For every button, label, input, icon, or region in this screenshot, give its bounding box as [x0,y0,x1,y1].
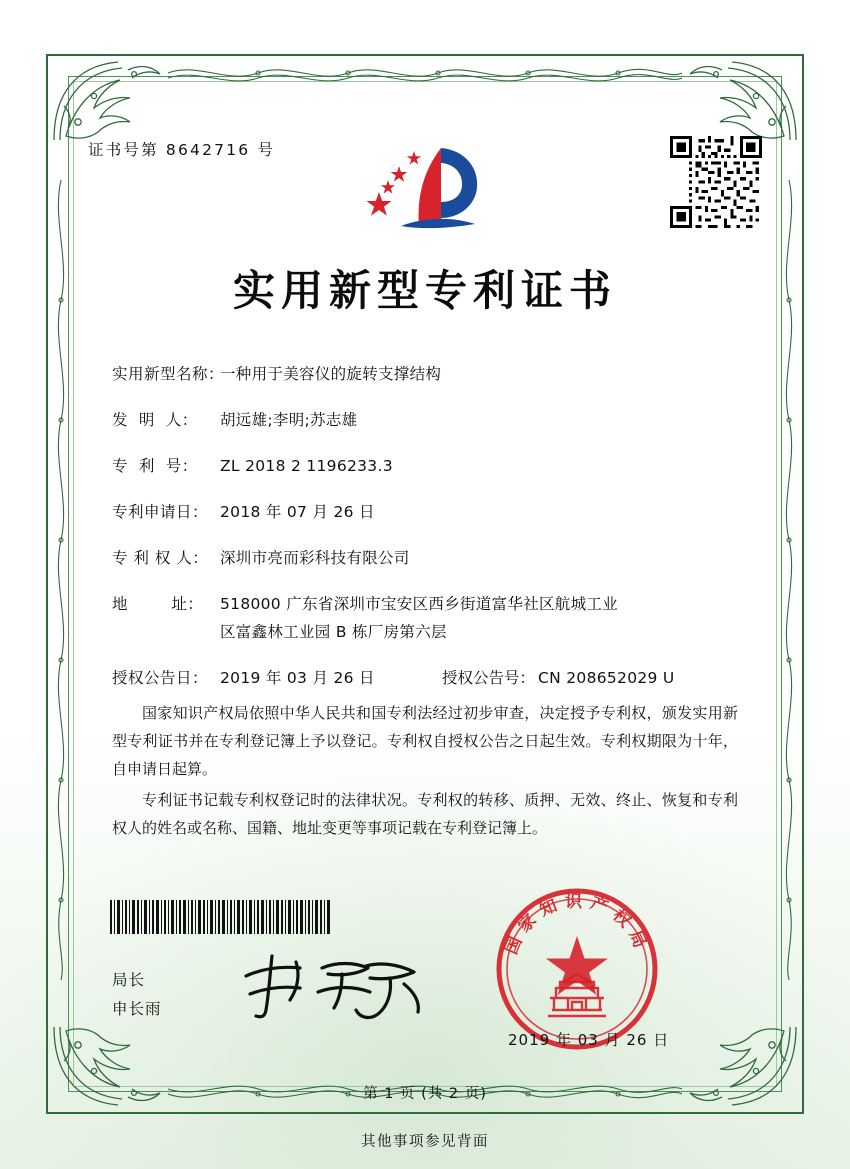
cnipa-patent-logo-icon [355,130,485,235]
legal-text [112,700,738,847]
field-value: 深圳市亮而彩科技有限公司 [220,549,410,568]
address-line-1: 518000 广东省深圳市宝安区西乡街道富华社区航城工业 [220,595,618,614]
grant-number-group [442,666,742,690]
field-row-patentee [112,546,742,570]
field-value: ZL 2018 2 1196233.3 [220,457,393,476]
address-line-2: 区富鑫林工业园 B 栋厂房第六层 [220,623,447,642]
field-label: 发 明 人： [112,411,198,430]
footer-note: 其他事项参见背面 [361,1134,489,1150]
certificate-number: 证书号第 8642716 号 [88,141,276,159]
legal-paragraph-1: 国家知识产权局依照中华人民共和国专利法经过初步审查，决定授予专利权，颁发实用新型专利证书并在专利登记簿上予以登记。专利权自授权公告之日起生效。专利权期限为十年，自申请日起算。 [112,704,738,778]
field-value: CN 208652029 U [538,669,675,688]
qr-code-icon [670,136,762,228]
field-value: 2018 年 07 月 26 日 [220,503,375,522]
signatory-title: 局长 [112,971,146,989]
page-title: 实用新型专利证书 [232,266,617,315]
barcode-icon [110,900,332,934]
field-value-address [220,592,742,644]
field-row-application-date [112,500,742,524]
certificate-fields [112,362,742,712]
field-row-utility-model-name [112,362,742,386]
grant-date-group [112,666,442,690]
field-value: 一种用于美容仪的旋转支撑结构 [220,365,442,383]
handwritten-signature-icon [238,948,438,1024]
field-row-grant [112,666,742,690]
field-row-patent-number [112,454,742,478]
field-label: 授权公告号： [442,669,536,688]
signatory-block [112,966,162,1023]
field-label: 专 利 号： [112,457,198,476]
field-label: 实用新型名称： [112,365,225,383]
field-label: 地 址： [112,595,204,614]
field-label: 专 利 权 人： [112,549,209,568]
field-value: 胡远雄;李明;苏志雄 [220,411,358,430]
seal-date: 2019 年 03 月 26 日 [508,1031,670,1049]
corner-ornament-icon [48,56,168,146]
top-edge-ornament-icon [168,60,682,86]
field-label: 授权公告日： [112,669,209,688]
field-row-inventors [112,408,742,432]
page-indicator: 第 1 页 (共 2 页) [363,1086,487,1102]
signatory-name: 申长雨 [112,999,162,1018]
svg-text:国家知识产权局: 国家知识产权局 [501,891,653,958]
corner-ornament-icon [682,56,802,146]
field-label: 专利申请日： [112,503,209,522]
field-value: 2019 年 03 月 26 日 [220,669,375,688]
legal-paragraph-2: 专利证书记载专利权登记时的法律状况。专利权的转移、质押、无效、终止、恢复和专利权人的姓名或名称、国籍、地址变更等事项记载在专利登记簿上。 [112,791,738,837]
field-row-address [112,592,742,644]
